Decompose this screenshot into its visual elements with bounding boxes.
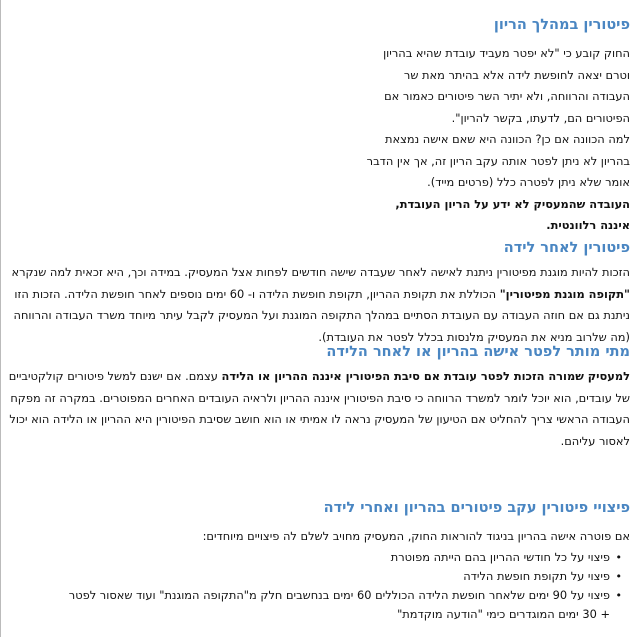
- left-border-line: [0, 0, 1, 637]
- after-text-protected-period: "תקופה מוגנת מפיטורין": [499, 286, 630, 301]
- allowed-paragraph: [6, 366, 630, 452]
- section-title-allowed: מתי מותר לפטר אישה בהריון או לאחר הלידה: [326, 344, 630, 360]
- bullet-icon: •: [615, 588, 622, 602]
- allowed-text-rest: עצמם. אם ישנם למשל פיטורים קולקטיביים של עובדים, הוא יוכל לומר למשרד הרווחה כי סיבת הפיטורין איננה ההריון ולראיה העובדים האחרים המפוטרים. במקרה זה מפקח העבודה הראשי צריך להחליט אם הטיעון של המעסיק נראה לו אמיתי או הוא חושב שסיבת הפיטורין היא ההריון או הלידה הוא יכול לאסור עליהם.: [8, 369, 630, 448]
- list-item: [6, 586, 622, 605]
- section-dismissal-during-pregnancy: [6, 15, 630, 237]
- list-item: [6, 567, 622, 586]
- list-item-continuation: + 30 ימים המוגדרים כימי "הודעה מוקדמת": [397, 606, 610, 621]
- during-paragraph-knowledge: העובדה שהמעסיק לא ידע על הריון העובדת, איננה רלוונטית.: [395, 196, 630, 232]
- during-paragraph-meaning: למה הכוונה אם כן? הכוונה היא שאם אישה נמצאת בהריון לא ניתן לפטר אותה עקב הריון זה, אך אין הדבר אומר שלא ניתן לפטרה כלל (פרטים מייד).: [366, 132, 630, 189]
- section-title-during: פיטורין במהלך הריון: [493, 17, 630, 33]
- section-dismissal-after-birth: [6, 238, 630, 348]
- list-item-text: פיצוי על כל חודשי ההריון בהם הייתה מפוטרת: [390, 549, 610, 564]
- allowed-text-bold: למעסיק שמורה הזכות לפטר עובדת אם סיבת הפיטורין איננה ההריון או הלידה: [221, 369, 630, 383]
- after-text-start: הזכות להיות מוגנת מפיטורין ניתנת לאישה לאחר שעבדה שישה חודשים לפחות אצל המעסיק. במידה וכך, היא זכאית למה שנקרא: [11, 265, 630, 279]
- during-paragraph-law: החוק קובע כי "לא יפטר מעביד עובדת שהיא בהריון וטרם יצאה לחופשת לידה אלא בהיתר מאת שר העבודה והרווחה, ולא יתיר השר פיטורים כאמור אם הפיטורים הם, לדעתו, בקשר להריון".: [383, 46, 630, 125]
- after-paragraph: [6, 262, 630, 348]
- list-item-text: פיצוי על 90 ימים שלאחר חופשת הלידה הכוללים 60 ימים בנחשבים חלק מ"התקופה המוגנת" ועוד שאסור לפטר: [68, 587, 610, 602]
- list-item-text: פיצוי על תקופת חופשת הלידה: [463, 568, 610, 583]
- compensation-list: [6, 548, 630, 624]
- section-title-compensation: פיצויי פיטורין עקב פיטורים בהריון ואחרי לידה: [323, 500, 630, 516]
- section-compensation: [6, 498, 630, 624]
- bullet-icon: •: [615, 569, 622, 583]
- section-title-after: פיטורין לאחר לידה: [503, 240, 630, 256]
- section-when-allowed: [6, 342, 630, 452]
- compensation-intro: אם פוטרה אישה בהריון בניגוד להוראות החוק, המעסיק מחויב לשלם לה פיצויים מיוחדים:: [202, 529, 630, 543]
- after-text-end: הכוללת את תקופת ההריון, תקופת חופשת הלידה ו- 60 ימים נוספים לאחר חופשת הלידה. הזכות הזו ניתנת גם אם חוזה העבודה עם העובדת הסתיים במהלך התקופה המוגנת ועל המעסיק לקבל עיתר מיוחד משרד העבודה והרווחה (מה שלרוב מניא את המעסיק מלנסות בכלל לפטר את העובדת).: [13, 286, 630, 344]
- bullet-icon: •: [615, 550, 622, 564]
- list-item: [6, 548, 622, 567]
